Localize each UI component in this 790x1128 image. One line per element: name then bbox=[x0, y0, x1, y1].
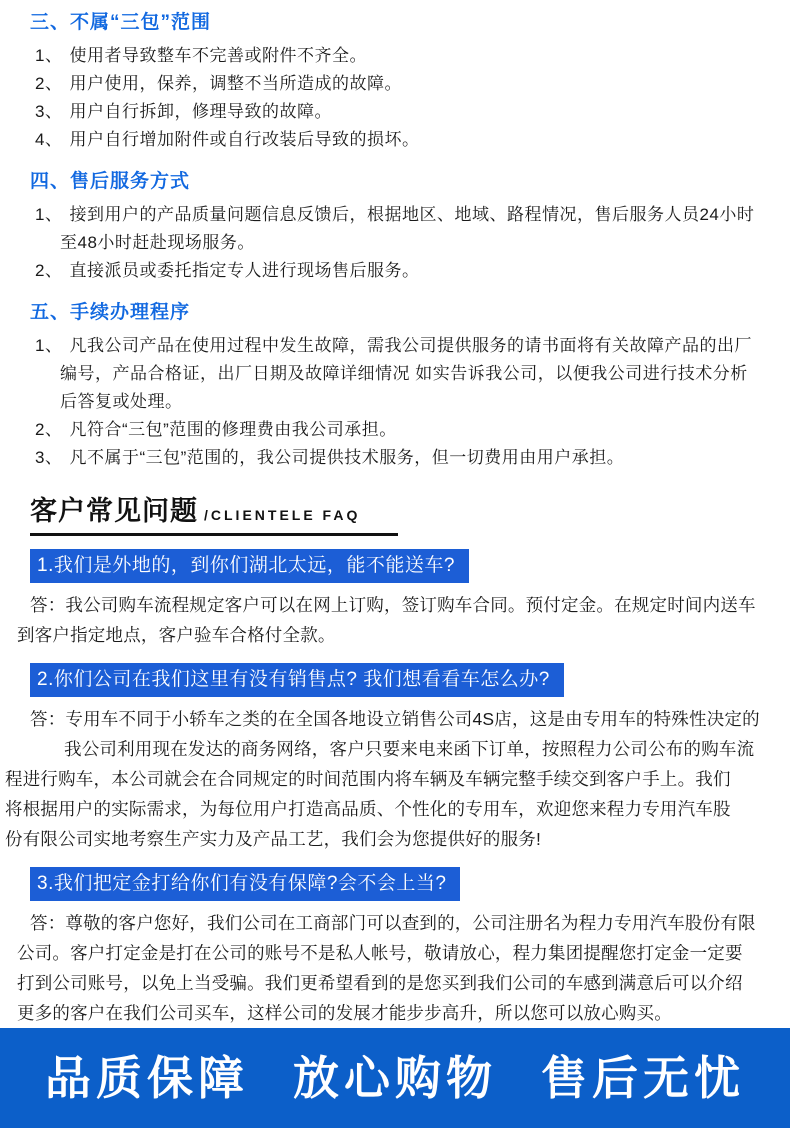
item-text: 凡符合“三包”范围的修理费由我公司承担。 bbox=[69, 420, 397, 439]
faq-answer-line: 到客户指定地点，客户验车合格付全款。 bbox=[17, 625, 336, 645]
section-after-sales-service-methods bbox=[30, 169, 762, 285]
item-number: 1、 bbox=[35, 205, 63, 224]
item-text: 直接派员或委托指定专人进行现场售后服务。 bbox=[69, 261, 420, 280]
list-item bbox=[30, 257, 762, 285]
list-item-continuation: 至48小时赶赴现场服务。 bbox=[60, 233, 255, 252]
banner-phrase-quality: 品质保障 bbox=[45, 1052, 249, 1104]
item-text: 接到用户的产品质量问题信息反馈后，根据地区、地域、路程情况，售后服务人员24小时 bbox=[69, 205, 755, 224]
item-number: 2、 bbox=[35, 74, 63, 93]
banner-phrase-aftersales: 售后无忧 bbox=[541, 1052, 745, 1104]
list-item-continuation: 后答复或处理。 bbox=[60, 392, 183, 411]
item-text: 用户使用，保养，调整不当所造成的故障。 bbox=[69, 74, 402, 93]
faq-answer-line: 将根据用户的实际需求，为每位用户打造高品质、个性化的专用车，欢迎您来程力专用汽车股 bbox=[5, 799, 731, 819]
bottom-guarantee-banner bbox=[0, 1028, 790, 1128]
list-item bbox=[30, 332, 762, 360]
banner-phrase-shopping: 放心购物 bbox=[293, 1052, 497, 1104]
faq-answer-line: 更多的客户在我们公司买车，这样公司的发展才能步步高升，所以您可以放心购买。 bbox=[17, 1003, 672, 1023]
item-text: 使用者导致整车不完善或附件不齐全。 bbox=[69, 46, 367, 65]
item-text: 用户自行拆卸，修理导致的故障。 bbox=[69, 102, 332, 121]
faq-section-header bbox=[30, 496, 398, 536]
faq-answer-line: 打到公司账号，以免上当受骗。我们更希望看到的是您买到我们公司的车感到满意后可以介绍 bbox=[17, 973, 743, 993]
list-item bbox=[30, 70, 762, 98]
item-number: 3、 bbox=[35, 102, 63, 121]
faq-item-3 bbox=[17, 854, 762, 1028]
list-item bbox=[30, 126, 762, 154]
list-item bbox=[30, 42, 762, 70]
faq-answer-line: 程进行购车，本公司就会在合同规定的时间范围内将车辆及车辆完整手续交到客户手上。我们 bbox=[5, 769, 731, 789]
faq-title-chinese: 客户常见问题 bbox=[30, 496, 198, 526]
faq-question-bar: 2.你们公司在我们这里有没有销售点? 我们想看看车怎么办? bbox=[30, 663, 564, 697]
faq-question-bar: 3.我们把定金打给你们有没有保障?会不会上当? bbox=[30, 867, 460, 901]
list-item bbox=[30, 98, 762, 126]
item-text: 凡不属于“三包”范围的，我公司提供技术服务，但一切费用由用户承担。 bbox=[69, 448, 625, 467]
faq-answer-line: 答：专用车不同于小轿车之类的在全国各地设立销售公司4S店，这是由专用车的特殊性决定的 bbox=[30, 709, 760, 729]
list-item-continuation: 编号，产品合格证，出厂日期及故障详细情况 如实告诉我公司，以便我公司进行技术分析 bbox=[60, 364, 748, 383]
faq-answer-line: 答：我公司购车流程规定客户可以在网上订购，签订购车合同。预付定金。在规定时间内送车 bbox=[30, 595, 756, 615]
faq-answer-line: 答：尊敬的客户您好，我们公司在工商部门可以查到的，公司注册名为程力专用汽车股份有限 bbox=[30, 913, 756, 933]
item-text: 用户自行增加附件或自行改装后导致的损坏。 bbox=[69, 130, 420, 149]
list-item bbox=[30, 444, 762, 472]
item-text: 凡我公司产品在使用过程中发生故障，需我公司提供服务的请书面将有关故障产品的出厂 bbox=[69, 336, 752, 355]
item-number: 4、 bbox=[35, 130, 63, 149]
section-title: 五、手续办理程序 bbox=[30, 302, 191, 323]
section-procedure-handling bbox=[30, 300, 762, 472]
faq-answer bbox=[17, 908, 762, 1028]
faq-answer-line: 我公司利用现在发达的商务网络，客户只要来电来函下订单，按照程力公司公布的购车流 bbox=[64, 739, 755, 759]
item-number: 1、 bbox=[35, 336, 63, 355]
item-number: 2、 bbox=[35, 261, 63, 280]
item-number: 1、 bbox=[35, 46, 63, 65]
list-item bbox=[30, 201, 762, 229]
item-number: 3、 bbox=[35, 448, 63, 467]
faq-question-bar: 1.我们是外地的，到你们湖北太远，能不能送车? bbox=[30, 549, 469, 583]
faq-answer bbox=[5, 704, 762, 854]
faq-answer bbox=[17, 590, 762, 650]
list-item bbox=[30, 416, 762, 444]
section-not-covered-by-warranty bbox=[30, 10, 762, 154]
faq-answer-line: 份有限公司实地考察生产实力及产品工艺，我们会为您提供好的服务! bbox=[5, 829, 542, 849]
faq-item-1 bbox=[17, 536, 762, 650]
section-title: 四、售后服务方式 bbox=[30, 171, 191, 192]
faq-answer-line: 公司。客户打定金是打在公司的账号不是私人帐号，敬请放心，程力集团提醒您打定金一定要 bbox=[17, 943, 743, 963]
section-title: 三、不属“三包”范围 bbox=[30, 12, 212, 33]
faq-item-2 bbox=[5, 650, 762, 854]
item-number: 2、 bbox=[35, 420, 63, 439]
faq-title-english: /CLIENTELE FAQ bbox=[204, 507, 361, 523]
